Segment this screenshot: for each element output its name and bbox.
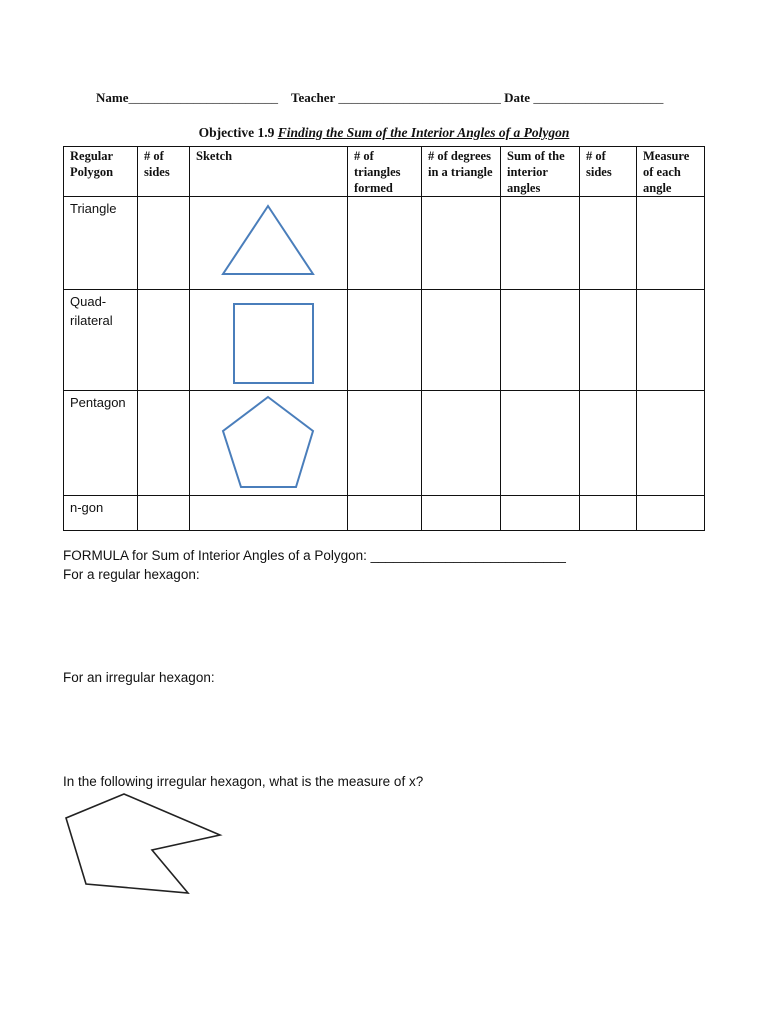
answer-cell[interactable] xyxy=(348,290,422,391)
answer-cell[interactable] xyxy=(348,197,422,290)
answer-cell[interactable] xyxy=(348,496,422,531)
answer-cell[interactable] xyxy=(637,391,705,496)
table-row xyxy=(64,391,705,496)
header-num-sides: # of sides xyxy=(138,147,190,197)
answer-cell[interactable] xyxy=(637,290,705,391)
polygon-table xyxy=(63,146,705,531)
page-title xyxy=(0,125,768,141)
triangle-outline xyxy=(223,206,313,274)
answer-cell[interactable] xyxy=(422,496,501,531)
answer-cell[interactable] xyxy=(422,391,501,496)
answer-cell[interactable] xyxy=(138,290,190,391)
name-label: Name xyxy=(96,90,129,105)
date-label: Date xyxy=(504,90,531,105)
sketch-cell xyxy=(190,197,348,290)
objective-title: Finding the Sum of the Interior Angles of a Polygon xyxy=(277,125,570,140)
sketch-cell[interactable] xyxy=(190,496,348,531)
answer-cell[interactable] xyxy=(637,197,705,290)
answer-cell[interactable] xyxy=(580,391,637,496)
answer-cell[interactable] xyxy=(501,197,580,290)
quad-label-line1: Quad- xyxy=(70,294,107,309)
quad-label-line2: rilateral xyxy=(70,313,113,328)
table-row xyxy=(64,290,705,391)
answer-cell[interactable] xyxy=(138,197,190,290)
row-label-quadrilateral xyxy=(64,290,138,391)
pentagon-outline xyxy=(223,397,313,487)
formula-label: FORMULA for Sum of Interior Angles of a Polygon: xyxy=(63,548,367,563)
irregular-hexagon-outline xyxy=(66,794,220,893)
row-label-pentagon: Pentagon xyxy=(64,391,138,496)
row-label-ngon: n-gon xyxy=(64,496,138,531)
formula-line xyxy=(63,548,566,563)
answer-cell[interactable] xyxy=(501,290,580,391)
table-row xyxy=(64,197,705,290)
header-line xyxy=(96,90,663,106)
answer-cell[interactable] xyxy=(637,496,705,531)
teacher-field[interactable]: _________________________ xyxy=(338,90,501,105)
header-num-triangles: # of triangles formed xyxy=(348,147,422,197)
answer-cell[interactable] xyxy=(580,197,637,290)
header-measure-angle: Measure of each angle xyxy=(637,147,705,197)
answer-cell[interactable] xyxy=(138,391,190,496)
measure-x-question: In the following irregular hexagon, what is the measure of x? xyxy=(63,774,424,789)
square-shape xyxy=(190,290,348,389)
answer-cell[interactable] xyxy=(501,496,580,531)
answer-cell[interactable] xyxy=(348,391,422,496)
sketch-cell xyxy=(190,391,348,496)
teacher-label: Teacher xyxy=(291,90,336,105)
table-header-row xyxy=(64,147,705,197)
table-row xyxy=(64,496,705,531)
name-field[interactable]: _______________________ xyxy=(128,90,278,105)
header-degrees-triangle: # of degrees in a triangle xyxy=(422,147,501,197)
answer-cell[interactable] xyxy=(422,197,501,290)
sketch-cell xyxy=(190,290,348,391)
irregular-hexagon-figure xyxy=(60,790,230,900)
square-outline xyxy=(234,304,313,383)
answer-cell[interactable] xyxy=(422,290,501,391)
irregular-hexagon-prompt: For an irregular hexagon: xyxy=(63,670,215,685)
regular-hexagon-prompt: For a regular hexagon: xyxy=(63,567,200,582)
objective-number: Objective 1.9 xyxy=(198,125,275,140)
answer-cell[interactable] xyxy=(580,290,637,391)
triangle-shape xyxy=(190,197,348,288)
pentagon-shape xyxy=(190,391,348,494)
answer-cell[interactable] xyxy=(580,496,637,531)
header-num-sides-2: # of sides xyxy=(580,147,637,197)
answer-cell[interactable] xyxy=(138,496,190,531)
header-regular-polygon: Regular Polygon xyxy=(64,147,138,197)
formula-answer-field[interactable]: __________________________ xyxy=(370,548,566,563)
answer-cell[interactable] xyxy=(501,391,580,496)
row-label-triangle: Triangle xyxy=(64,197,138,290)
date-field[interactable]: ____________________ xyxy=(533,90,664,105)
header-sum-interior: Sum of the interior angles xyxy=(501,147,580,197)
header-sketch: Sketch xyxy=(190,147,348,197)
